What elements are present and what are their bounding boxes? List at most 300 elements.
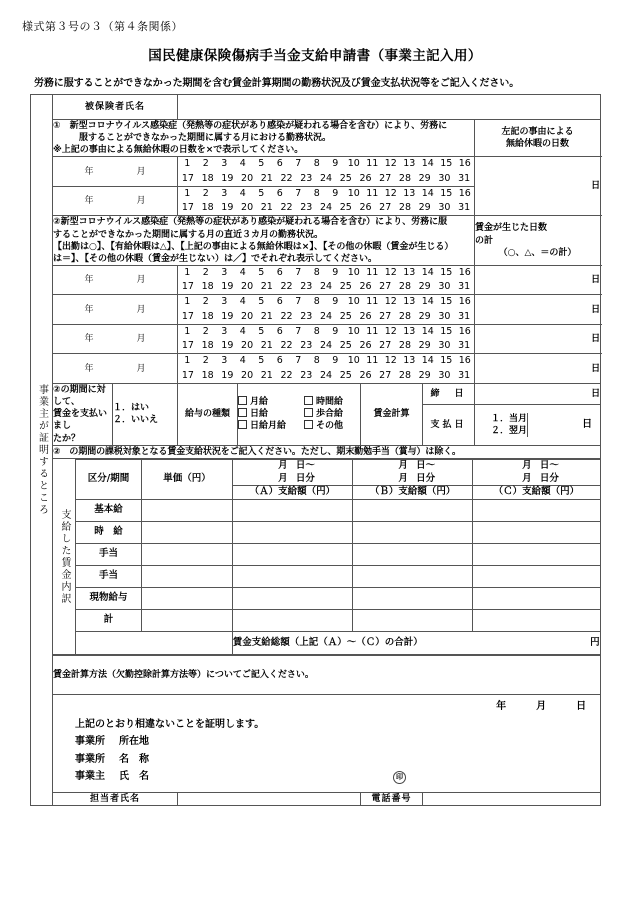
period-header-b[interactable] — [352, 459, 472, 486]
wage-row-label: 基本給 — [75, 500, 141, 522]
wage-amount-b-input[interactable] — [352, 566, 472, 588]
day-cell[interactable]: 2 — [202, 266, 209, 278]
day-cell[interactable]: 31 — [458, 310, 471, 322]
day-cell[interactable]: 7 — [295, 266, 302, 278]
day-cell[interactable]: 29 — [418, 369, 431, 381]
day-cell[interactable]: 30 — [438, 172, 451, 184]
day-cell[interactable]: 9 — [332, 266, 339, 278]
day-cell[interactable]: 26 — [359, 281, 372, 293]
day-cell[interactable]: 6 — [276, 296, 283, 308]
closing-day-input[interactable] — [475, 383, 601, 404]
day-cell[interactable]: 16 — [458, 158, 471, 170]
wage-unitprice-input[interactable] — [142, 588, 233, 610]
day-cell[interactable]: 18 — [201, 310, 214, 322]
day-cell[interactable]: 4 — [239, 158, 246, 170]
day-cell[interactable]: 11 — [366, 325, 379, 337]
day-cell[interactable]: 15 — [440, 355, 453, 367]
day-cell[interactable]: 6 — [276, 355, 283, 367]
day-cell[interactable]: 19 — [221, 310, 234, 322]
day-line-1 — [178, 295, 474, 309]
checkbox-icon[interactable] — [304, 420, 313, 429]
day-cell[interactable]: 21 — [260, 172, 273, 184]
day-cell[interactable]: 22 — [280, 202, 293, 214]
wage-data-row — [53, 500, 600, 522]
day-cell[interactable]: 1 — [184, 158, 191, 170]
day-cell[interactable]: 9 — [332, 296, 339, 308]
day-cell[interactable]: 16 — [458, 355, 471, 367]
day-cell[interactable]: 12 — [384, 158, 397, 170]
day-cell[interactable]: 15 — [440, 158, 453, 170]
month-label: 月 — [136, 166, 146, 177]
section2-year-month-2[interactable] — [53, 295, 178, 325]
day-cell[interactable]: 17 — [181, 340, 194, 352]
day-cell[interactable]: 25 — [339, 202, 352, 214]
day-cell[interactable]: 27 — [379, 202, 392, 214]
day-cell[interactable]: 18 — [201, 369, 214, 381]
section1-year-month-1[interactable] — [53, 157, 178, 187]
day-cell[interactable]: 7 — [295, 296, 302, 308]
day-cell[interactable]: 7 — [295, 158, 302, 170]
wage-amount-c-input[interactable] — [473, 522, 600, 544]
checkbox-icon[interactable] — [238, 396, 247, 405]
day-cell[interactable]: 31 — [458, 281, 471, 293]
day-cell[interactable]: 13 — [403, 355, 416, 367]
checkbox-icon[interactable] — [304, 396, 313, 405]
day-cell[interactable]: 5 — [258, 355, 265, 367]
insured-name-input[interactable] — [178, 95, 601, 120]
day-cell[interactable]: 10 — [347, 158, 360, 170]
day-cell[interactable]: 29 — [418, 340, 431, 352]
day-cell[interactable]: 21 — [260, 281, 273, 293]
day-cell[interactable]: 26 — [359, 310, 372, 322]
day-cell[interactable]: 19 — [221, 172, 234, 184]
day-cell[interactable]: 15 — [440, 325, 453, 337]
day-cell[interactable]: 29 — [418, 202, 431, 214]
day-cell[interactable]: 22 — [280, 172, 293, 184]
option-yes[interactable]: １．はい — [113, 403, 150, 414]
day-cell[interactable]: 15 — [440, 296, 453, 308]
day-cell[interactable]: 1 — [184, 325, 191, 337]
day-cell[interactable]: 12 — [384, 266, 397, 278]
payday-option-next[interactable]: ２．翌月 — [491, 425, 528, 436]
day-cell[interactable]: 16 — [458, 266, 471, 278]
wage-total-unit: 円 — [590, 636, 600, 648]
day-cell[interactable]: 17 — [181, 172, 194, 184]
day-cell[interactable]: 8 — [313, 187, 320, 199]
payday-cell[interactable] — [475, 405, 601, 446]
day-cell[interactable]: 28 — [398, 281, 411, 293]
unit-label: 日 — [591, 363, 601, 374]
day-cell[interactable]: 8 — [313, 158, 320, 170]
day-cell[interactable]: 5 — [258, 187, 265, 199]
checkbox-monthly[interactable] — [238, 396, 304, 408]
day-cell[interactable]: 10 — [347, 296, 360, 308]
day-cell[interactable]: 30 — [438, 202, 451, 214]
day-cell[interactable]: 23 — [300, 310, 313, 322]
day-cell[interactable]: 11 — [366, 266, 379, 278]
day-cell[interactable]: 11 — [366, 187, 379, 199]
calc-method-row — [31, 656, 601, 695]
unit-label: 日 — [591, 181, 601, 192]
phone-input[interactable] — [423, 792, 601, 805]
day-cell[interactable]: 5 — [258, 296, 265, 308]
day-cell[interactable]: 22 — [280, 281, 293, 293]
day-cell[interactable]: 23 — [300, 369, 313, 381]
day-cell[interactable]: 8 — [313, 325, 320, 337]
wage-amount-a-input[interactable] — [232, 522, 352, 544]
salary-type-row — [238, 408, 360, 420]
day-line-1 — [178, 157, 474, 171]
day-cell[interactable]: 2 — [202, 355, 209, 367]
day-cell[interactable]: 17 — [181, 310, 194, 322]
wage-amount-b-input[interactable] — [352, 588, 472, 610]
section1-days-2[interactable] — [178, 186, 475, 216]
day-cell[interactable]: 4 — [239, 187, 246, 199]
day-cell[interactable]: 13 — [403, 325, 416, 337]
section2-paid-days-total-3[interactable] — [475, 324, 601, 354]
checkbox-daily-monthly[interactable] — [238, 420, 304, 432]
day-cell[interactable]: 4 — [239, 296, 246, 308]
day-cell[interactable]: 13 — [403, 187, 416, 199]
day-cell[interactable]: 20 — [241, 340, 254, 352]
day-cell[interactable]: 25 — [339, 310, 352, 322]
day-cell[interactable]: 31 — [458, 202, 471, 214]
day-cell[interactable]: 15 — [440, 187, 453, 199]
section2-days-1[interactable] — [178, 265, 475, 295]
day-cell[interactable]: 17 — [181, 202, 194, 214]
cert-day-label: 日 — [576, 701, 587, 713]
day-cell[interactable]: 28 — [398, 310, 411, 322]
day-cell[interactable]: 14 — [421, 187, 434, 199]
day-cell[interactable]: 6 — [276, 158, 283, 170]
section2-days-3[interactable] — [178, 324, 475, 354]
salary-type-label-text: 日給月給 — [250, 421, 287, 432]
day-cell[interactable]: 2 — [202, 158, 209, 170]
day-cell[interactable]: 27 — [379, 172, 392, 184]
wage-amount-b-input[interactable] — [352, 544, 472, 566]
checkbox-icon[interactable] — [238, 420, 247, 429]
section1-days-1[interactable] — [178, 157, 475, 187]
day-cell[interactable]: 24 — [319, 310, 333, 322]
checkbox-hourly[interactable] — [304, 396, 343, 408]
day-cell[interactable]: 9 — [332, 158, 339, 170]
day-cell[interactable]: 2 — [202, 325, 209, 337]
day-cell[interactable]: 16 — [458, 325, 471, 337]
certification-statement: 上記のとおり相違ないことを証明します。 — [75, 718, 265, 730]
day-cell[interactable]: 26 — [359, 369, 372, 381]
day-cell[interactable]: 3 — [221, 355, 228, 367]
day-cell[interactable]: 21 — [260, 340, 273, 352]
day-cell[interactable]: 1 — [184, 266, 191, 278]
option-no[interactable]: ２．いいえ — [113, 415, 159, 426]
section2-days-2[interactable] — [178, 295, 475, 325]
day-cell[interactable]: 27 — [379, 310, 392, 322]
day-cell[interactable]: 3 — [221, 325, 228, 337]
day-cell[interactable]: 11 — [366, 296, 379, 308]
office-name-label-a: 事業所 — [75, 753, 105, 765]
day-cell[interactable]: 23 — [300, 340, 313, 352]
day-cell[interactable]: 21 — [260, 310, 273, 322]
day-cell[interactable]: 13 — [403, 266, 416, 278]
day-cell[interactable]: 10 — [347, 187, 360, 199]
day-cell[interactable]: 8 — [313, 296, 320, 308]
office-address-label-b: 所在地 — [119, 736, 149, 748]
day-cell[interactable]: 13 — [403, 296, 416, 308]
day-cell[interactable]: 4 — [239, 355, 246, 367]
wage-unitprice-input[interactable] — [142, 610, 233, 632]
payday-options[interactable] — [475, 413, 528, 437]
day-cell[interactable]: 30 — [438, 310, 451, 322]
wage-unitprice-input[interactable] — [142, 566, 233, 588]
day-cell[interactable]: 8 — [313, 355, 320, 367]
cert-year-label: 年 — [496, 701, 507, 713]
section2-paid-days-total-2[interactable] — [475, 295, 601, 325]
day-cell[interactable]: 30 — [438, 340, 451, 352]
day-cell[interactable]: 12 — [384, 187, 397, 199]
day-cell[interactable]: 31 — [458, 340, 471, 352]
spine-label: 事業主が証明するところ — [36, 383, 48, 516]
checkbox-other[interactable] — [304, 420, 343, 432]
wage-data-row — [53, 610, 600, 632]
cert-month-label: 月 — [536, 701, 547, 713]
day-cell[interactable]: 12 — [384, 325, 397, 337]
day-cell[interactable]: 22 — [280, 310, 293, 322]
month-label: 月 — [278, 472, 288, 484]
salary-type-label-text: 月給 — [250, 397, 269, 408]
year-label: 年 — [84, 334, 94, 345]
contact-person-input[interactable] — [178, 792, 361, 805]
wage-amount-b-input[interactable] — [352, 610, 472, 632]
day-cell[interactable]: 24 — [319, 281, 333, 293]
day-cell[interactable]: 20 — [241, 202, 254, 214]
day-line-2 — [178, 172, 474, 186]
day-cell[interactable]: 20 — [241, 172, 254, 184]
day-cell[interactable]: 5 — [258, 158, 265, 170]
day-cell[interactable]: 22 — [280, 369, 293, 381]
day-cell[interactable]: 24 — [319, 340, 333, 352]
checkbox-icon[interactable] — [238, 408, 247, 417]
section1-unpaid-days-total[interactable] — [475, 157, 601, 216]
form-number: 様式第３号の３（第４条関係） — [22, 20, 183, 33]
day-cell[interactable]: 31 — [458, 369, 471, 381]
day-cell[interactable]: 7 — [295, 187, 302, 199]
day-cell[interactable]: 7 — [295, 355, 302, 367]
day-cell[interactable]: 30 — [438, 281, 451, 293]
day-cell[interactable]: 9 — [332, 355, 339, 367]
wage-unitprice-input[interactable] — [142, 544, 233, 566]
day-cell[interactable]: 27 — [379, 340, 392, 352]
day-cell[interactable]: 28 — [398, 202, 411, 214]
wage-amount-a-input[interactable] — [232, 544, 352, 566]
day-cell[interactable]: 1 — [184, 296, 191, 308]
day-cell[interactable]: 3 — [221, 187, 228, 199]
day-cell[interactable]: 17 — [181, 281, 194, 293]
checkbox-daily[interactable] — [238, 408, 304, 420]
wage-data-row — [53, 566, 600, 588]
section2-year-month-3[interactable] — [53, 324, 178, 354]
salary-type-label-text: 日給 — [250, 409, 269, 420]
day-cell[interactable]: 26 — [359, 340, 372, 352]
day-cell[interactable]: 29 — [418, 310, 431, 322]
day-cell[interactable]: 15 — [440, 266, 453, 278]
wage-amount-c-input[interactable] — [473, 566, 600, 588]
day-cell[interactable]: 23 — [300, 202, 313, 214]
day-cell[interactable]: 22 — [280, 340, 293, 352]
day-cell[interactable]: 24 — [319, 172, 333, 184]
year-label: 年 — [84, 363, 94, 374]
day-cell[interactable]: 11 — [366, 158, 379, 170]
day-cell[interactable]: 31 — [458, 172, 471, 184]
day-cell[interactable]: 30 — [438, 369, 451, 381]
checkbox-icon[interactable] — [304, 408, 313, 417]
day-cell[interactable]: 5 — [258, 266, 265, 278]
insured-name-row — [31, 95, 601, 120]
day-cell[interactable]: 1 — [184, 187, 191, 199]
salary-type-checkboxes[interactable] — [238, 383, 361, 445]
salary-type-row — [238, 396, 360, 408]
day-cell[interactable]: 20 — [241, 281, 254, 293]
day-cell[interactable]: 24 — [319, 202, 333, 214]
day-cell[interactable]: 23 — [300, 281, 313, 293]
section2-paid-days-total-4[interactable] — [475, 354, 601, 384]
day-cell[interactable]: 14 — [421, 325, 434, 337]
wage-amount-a-input[interactable] — [232, 566, 352, 588]
wage-amount-a-input[interactable] — [232, 500, 352, 522]
period-header-a[interactable] — [232, 459, 352, 486]
day-cell[interactable]: 25 — [339, 369, 352, 381]
day-cell[interactable]: 19 — [221, 202, 234, 214]
day-cell[interactable]: 6 — [276, 187, 283, 199]
wage-row-label: 計 — [75, 610, 141, 632]
day-cell[interactable]: 24 — [319, 369, 333, 381]
office-address-line[interactable] — [75, 733, 600, 751]
payday-day-input[interactable] — [528, 413, 601, 437]
day-cell[interactable]: 29 — [418, 281, 431, 293]
wage-amount-c-input[interactable] — [473, 588, 600, 610]
section2-year-month-4[interactable] — [53, 354, 178, 384]
wage-amount-a-input[interactable] — [232, 610, 352, 632]
day-cell[interactable]: 14 — [421, 158, 434, 170]
wage-amount-c-input[interactable] — [473, 544, 600, 566]
month-label: 月 — [136, 334, 146, 345]
day-cell[interactable]: 28 — [398, 340, 411, 352]
day-cell[interactable]: 9 — [332, 325, 339, 337]
section1-year-month-2[interactable] — [53, 186, 178, 216]
day-cell[interactable]: 25 — [339, 281, 352, 293]
day-cell[interactable]: 2 — [202, 187, 209, 199]
day-cell[interactable]: 16 — [458, 296, 471, 308]
day-cell[interactable]: 11 — [366, 355, 379, 367]
day-cell[interactable]: 25 — [339, 340, 352, 352]
day-cell[interactable]: 23 — [300, 172, 313, 184]
wage-unitprice-input[interactable] — [142, 500, 233, 522]
day-cell[interactable]: 16 — [458, 187, 471, 199]
day-cell[interactable]: 20 — [241, 310, 254, 322]
day-cell[interactable]: 14 — [421, 296, 434, 308]
section2-paid-days-total-1[interactable] — [475, 265, 601, 295]
calc-method-note[interactable] — [53, 656, 601, 695]
day-cell[interactable]: 10 — [347, 266, 360, 278]
day-cell[interactable]: 9 — [332, 187, 339, 199]
wage-amount-a-input[interactable] — [232, 588, 352, 610]
payday-option-current[interactable]: １．当月 — [491, 413, 528, 424]
day-cell[interactable]: 21 — [260, 369, 273, 381]
day-cell[interactable]: 27 — [379, 369, 392, 381]
day-cell[interactable]: 29 — [418, 172, 431, 184]
day-cell[interactable]: 19 — [221, 281, 234, 293]
day-cell[interactable]: 7 — [295, 325, 302, 337]
day-cell[interactable]: 5 — [258, 325, 265, 337]
day-cell[interactable]: 8 — [313, 266, 320, 278]
period-header-c[interactable] — [473, 459, 600, 486]
day-cell[interactable]: 1 — [184, 355, 191, 367]
day-cell[interactable]: 12 — [384, 355, 397, 367]
certification-date[interactable] — [53, 695, 600, 716]
owner-name-line[interactable] — [75, 768, 600, 786]
day-cell[interactable]: 28 — [398, 369, 411, 381]
day-cell[interactable]: 19 — [221, 340, 234, 352]
day-cell[interactable]: 20 — [241, 369, 254, 381]
day-cell[interactable]: 18 — [201, 340, 214, 352]
wage-total-cell[interactable] — [232, 632, 600, 655]
day-cell[interactable]: 26 — [359, 202, 372, 214]
day-cell[interactable]: 21 — [260, 202, 273, 214]
wage-amount-b-input[interactable] — [352, 522, 472, 544]
wage-amount-b-input[interactable] — [352, 500, 472, 522]
month-label: 月 — [136, 363, 146, 374]
day-cell[interactable]: 27 — [379, 281, 392, 293]
wage-amount-c-input[interactable] — [473, 500, 600, 522]
payment-yes-no-options[interactable] — [113, 383, 178, 445]
day-cell[interactable]: 14 — [421, 266, 434, 278]
day-cell[interactable]: 6 — [276, 266, 283, 278]
wage-unitprice-input[interactable] — [142, 522, 233, 544]
day-line-2 — [178, 339, 474, 353]
day-cell[interactable]: 4 — [239, 325, 246, 337]
day-cell[interactable]: 18 — [201, 281, 214, 293]
day-cell[interactable]: 13 — [403, 158, 416, 170]
day-cell[interactable]: 3 — [221, 266, 228, 278]
day-cell[interactable]: 6 — [276, 325, 283, 337]
wage-amount-c-input[interactable] — [473, 610, 600, 632]
day-cell[interactable]: 10 — [347, 325, 360, 337]
day-cell[interactable]: 25 — [339, 172, 352, 184]
day-cell[interactable]: 26 — [359, 172, 372, 184]
section1-note-line2: 服することができなかった期間に属する月における勤務状況。 — [79, 133, 332, 144]
day-cell[interactable]: 14 — [421, 355, 434, 367]
day-cell[interactable]: 4 — [239, 266, 246, 278]
day-cell[interactable]: 28 — [398, 172, 411, 184]
day-cell[interactable]: 19 — [221, 369, 234, 381]
day-cell[interactable]: 18 — [201, 172, 214, 184]
office-name-line[interactable] — [75, 751, 600, 769]
day-to-label: 日〜 — [416, 459, 436, 471]
section2-year-month-1[interactable] — [53, 265, 178, 295]
certification-row — [31, 695, 601, 793]
day-cell[interactable]: 12 — [384, 296, 397, 308]
day-cell[interactable]: 17 — [181, 369, 194, 381]
section1-right-header-line1: 左記の事由による — [501, 127, 574, 138]
day-cell[interactable]: 10 — [347, 355, 360, 367]
day-cell[interactable]: 3 — [221, 296, 228, 308]
section2-days-4[interactable] — [178, 354, 475, 384]
checkbox-commission[interactable] — [304, 408, 343, 420]
day-cell[interactable]: 2 — [202, 296, 209, 308]
payment-question-line2: 賃金を支払いまし — [53, 409, 108, 432]
day-cell[interactable]: 18 — [201, 202, 214, 214]
day-cell[interactable]: 3 — [221, 158, 228, 170]
day-line-2 — [178, 310, 474, 324]
